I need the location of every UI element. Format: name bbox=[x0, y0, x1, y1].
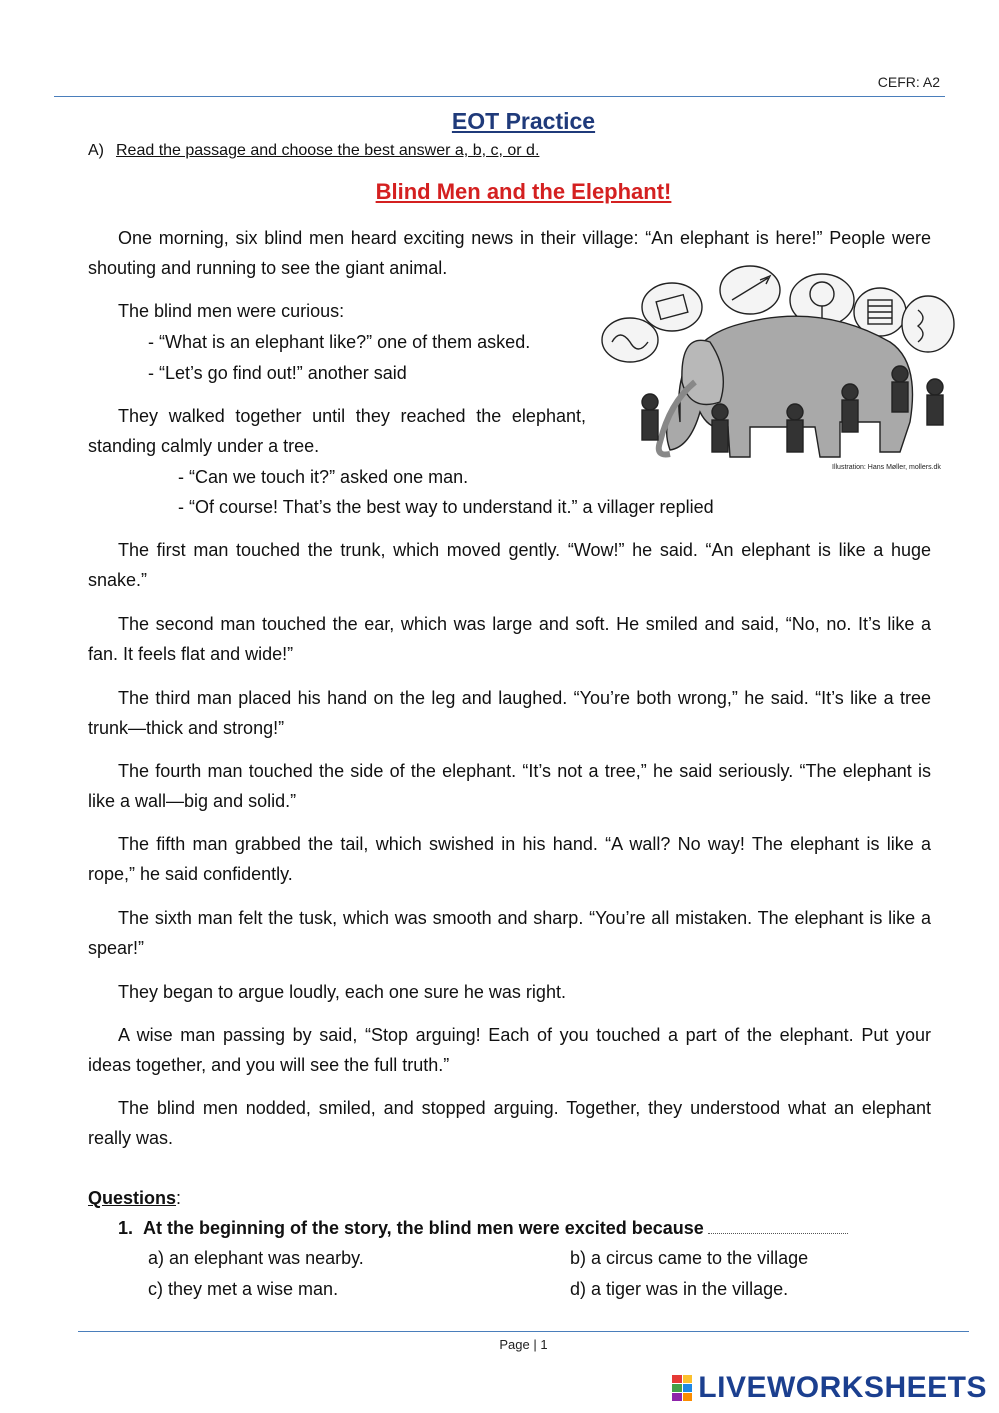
paragraph-8: The fifth man grabbed the tail, which swished in his hand. “A wall? No way! The elephant is like a rope,” he said confidently. bbox=[88, 834, 931, 884]
paragraph-6: The third man placed his hand on the leg and laughed. “You’re both wrong,” he said. “It’s like a tree trunk—thick and strong!” bbox=[88, 688, 931, 738]
paragraph-10: They began to argue loudly, each one sure he was right. bbox=[118, 982, 566, 1002]
header-rule bbox=[54, 96, 945, 97]
paragraph-11: A wise man passing by said, “Stop arguing! Each of you touched a part of the elephant. Put your ideas together, and you will see the full truth.” bbox=[88, 1025, 931, 1075]
instruction bbox=[88, 142, 539, 160]
paragraph-9: The sixth man felt the tusk, which was smooth and sharp. “You’re all mistaken. The elephant is like a spear!” bbox=[88, 908, 931, 958]
instruction-text: Read the passage and choose the best answer a, b, c, or d. bbox=[116, 142, 540, 159]
dialogue-line-1: - “What is an elephant like?” one of them asked. bbox=[148, 332, 531, 352]
paragraph-5: The second man touched the ear, which was large and soft. He smiled and said, “No, no. It’s like a fan. It feels flat and wide!” bbox=[88, 614, 931, 664]
paragraph-1: One morning, six blind men heard exciting news in their village: “An elephant is here!” People were shouting and running to see the giant animal. bbox=[88, 228, 931, 278]
dialogue-line-3: - “Can we touch it?” asked one man. bbox=[178, 467, 469, 487]
dialogue-line-4: - “Of course! That’s the best way to understand it.” a villager replied bbox=[178, 497, 714, 517]
paragraph-7: The fourth man touched the side of the elephant. “It’s not a tree,” he said seriously. “The elephant is like a wall—big and solid.” bbox=[88, 761, 931, 811]
option-b[interactable]: b) a circus came to the village bbox=[570, 1248, 809, 1268]
footer-rule bbox=[78, 1331, 969, 1332]
questions-heading-text: Questions bbox=[88, 1188, 177, 1208]
page-title: EOT Practice bbox=[451, 108, 596, 134]
instruction-label: A) bbox=[88, 142, 104, 159]
question-1 bbox=[118, 1218, 848, 1239]
illustration-credit: Illustration: Hans Møller, mollers.dk bbox=[832, 464, 941, 471]
elephant-illustration bbox=[600, 262, 960, 472]
questions-heading: Questions: bbox=[88, 1188, 182, 1208]
elephant-drawing bbox=[600, 262, 960, 472]
dialogue-line-2: - “Let’s go find out!” another said bbox=[148, 363, 407, 383]
question-1-number: 1. bbox=[118, 1218, 134, 1238]
story-title: Blind Men and the Elephant! bbox=[375, 179, 672, 204]
paragraph-4: The first man touched the trunk, which moved gently. “Wow!” he said. “An elephant is like a huge snake.” bbox=[88, 540, 931, 590]
cefr-level: CEFR: A2 bbox=[877, 74, 940, 90]
option-a[interactable]: a) an elephant was nearby. bbox=[148, 1248, 364, 1268]
question-1-text: At the beginning of the story, the blind men were excited because bbox=[143, 1218, 704, 1238]
brand-name: LIVEWORKSHEETS bbox=[698, 1371, 987, 1404]
option-c[interactable]: c) they met a wise man. bbox=[148, 1279, 339, 1299]
page-number: Page | 1 bbox=[499, 1337, 548, 1352]
option-d[interactable]: d) a tiger was in the village. bbox=[570, 1279, 789, 1299]
brand-logo[interactable] bbox=[672, 1371, 987, 1405]
answer-blank[interactable] bbox=[708, 1233, 848, 1234]
paragraph-12: The blind men nodded, smiled, and stopped arguing. Together, they understood what an elephant really was. bbox=[88, 1098, 931, 1148]
liveworksheets-icon bbox=[672, 1375, 692, 1401]
paragraph-2: The blind men were curious: bbox=[118, 301, 345, 321]
paragraph-3: They walked together until they reached the elephant, standing calmly under a tree. bbox=[88, 406, 586, 456]
